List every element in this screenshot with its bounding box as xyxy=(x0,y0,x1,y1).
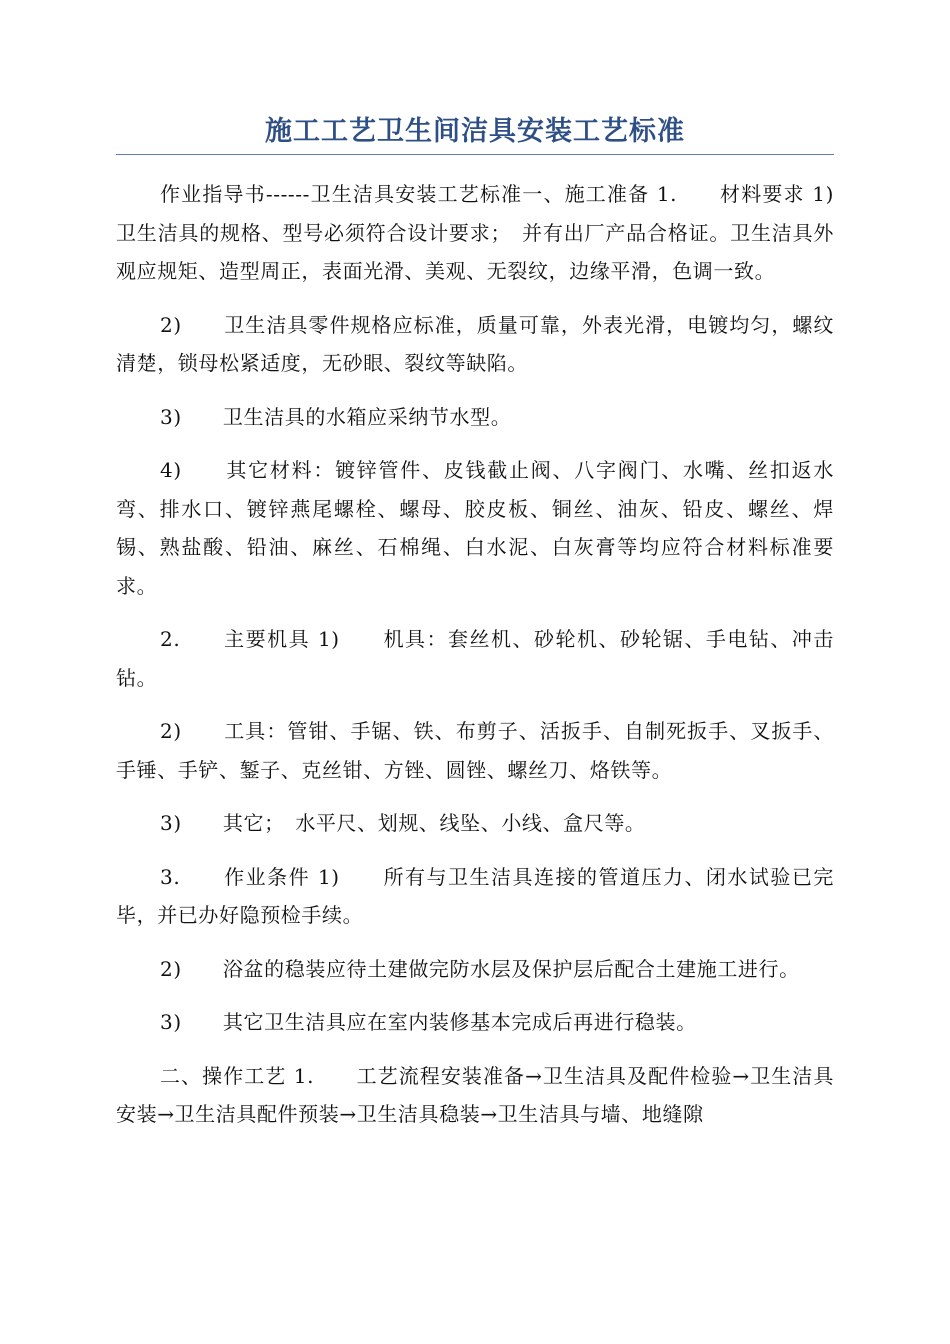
paragraph-other-fixtures: 3) 其它卫生洁具应在室内装修基本完成后再进行稳装。 xyxy=(160,1010,697,1034)
document-page xyxy=(116,112,876,1149)
paragraph-other-materials: 4) 其它材料：镀锌管件、皮钱截止阀、八字阀门、水嘴、丝扣返水弯、排水口、镀锌燕尾螺栓、螺母、胶皮板、铜丝、油灰、铅皮、螺丝、焊锡、熟盐酸、铅油、麻丝、石棉绳、白水泥、白灰膏等均应符合材料标准要求。 xyxy=(116,458,834,598)
paragraph-main-machinery: 2. 主要机具 1) 机具：套丝机、砂轮机、砂轮锯、手电钻、冲击钻。 xyxy=(116,627,834,690)
paragraph-tools: 2) 工具：管钳、手锯、铁、布剪子、活扳手、自制死扳手、叉扳手、手锤、手铲、錾子、克丝钳、方锉、圆锉、螺丝刀、烙铁等。 xyxy=(116,719,834,782)
paragraph-other-tools: 3) 其它； 水平尺、划规、线坠、小线、盒尺等。 xyxy=(160,811,646,835)
paragraph-process-flow: 二、操作工艺 1. 工艺流程安装准备→卫生洁具及配件检验→卫生洁具安装→卫生洁具配件预装→卫生洁具稳装→卫生洁具与墙、地缝隙 xyxy=(116,1063,834,1126)
document-body xyxy=(116,175,876,1134)
paragraph-work-conditions: 3. 作业条件 1) 所有与卫生洁具连接的管道压力、闭水试验已完毕，并已办好隐预检手续。 xyxy=(116,864,834,927)
paragraph-material-requirements: 作业指导书------卫生洁具安装工艺标准一、施工准备 1. 材料要求 1) 卫生洁具的规格、型号必须符合设计要求； 并有出厂产品合格证。卫生洁具外观应规矩、造型周正，表面光滑、美观、无裂纹，边缘平滑，色调一致。 xyxy=(116,182,876,283)
paragraph-water-tank: 3) 卫生洁具的水箱应采纳节水型。 xyxy=(160,404,512,429)
paragraph-bathtub: 2) 浴盆的稳装应待土建做完防水层及保护层后配合土建施工进行。 xyxy=(160,956,800,981)
document-title: 施工工艺卫生间洁具安装工艺标准 xyxy=(116,112,834,155)
paragraph-fittings-spec: 2) 卫生洁具零件规格应标准，质量可靠，外表光滑，电镀均匀，螺纹清楚，锁母松紧适度，无砂眼、裂纹等缺陷。 xyxy=(116,312,834,375)
